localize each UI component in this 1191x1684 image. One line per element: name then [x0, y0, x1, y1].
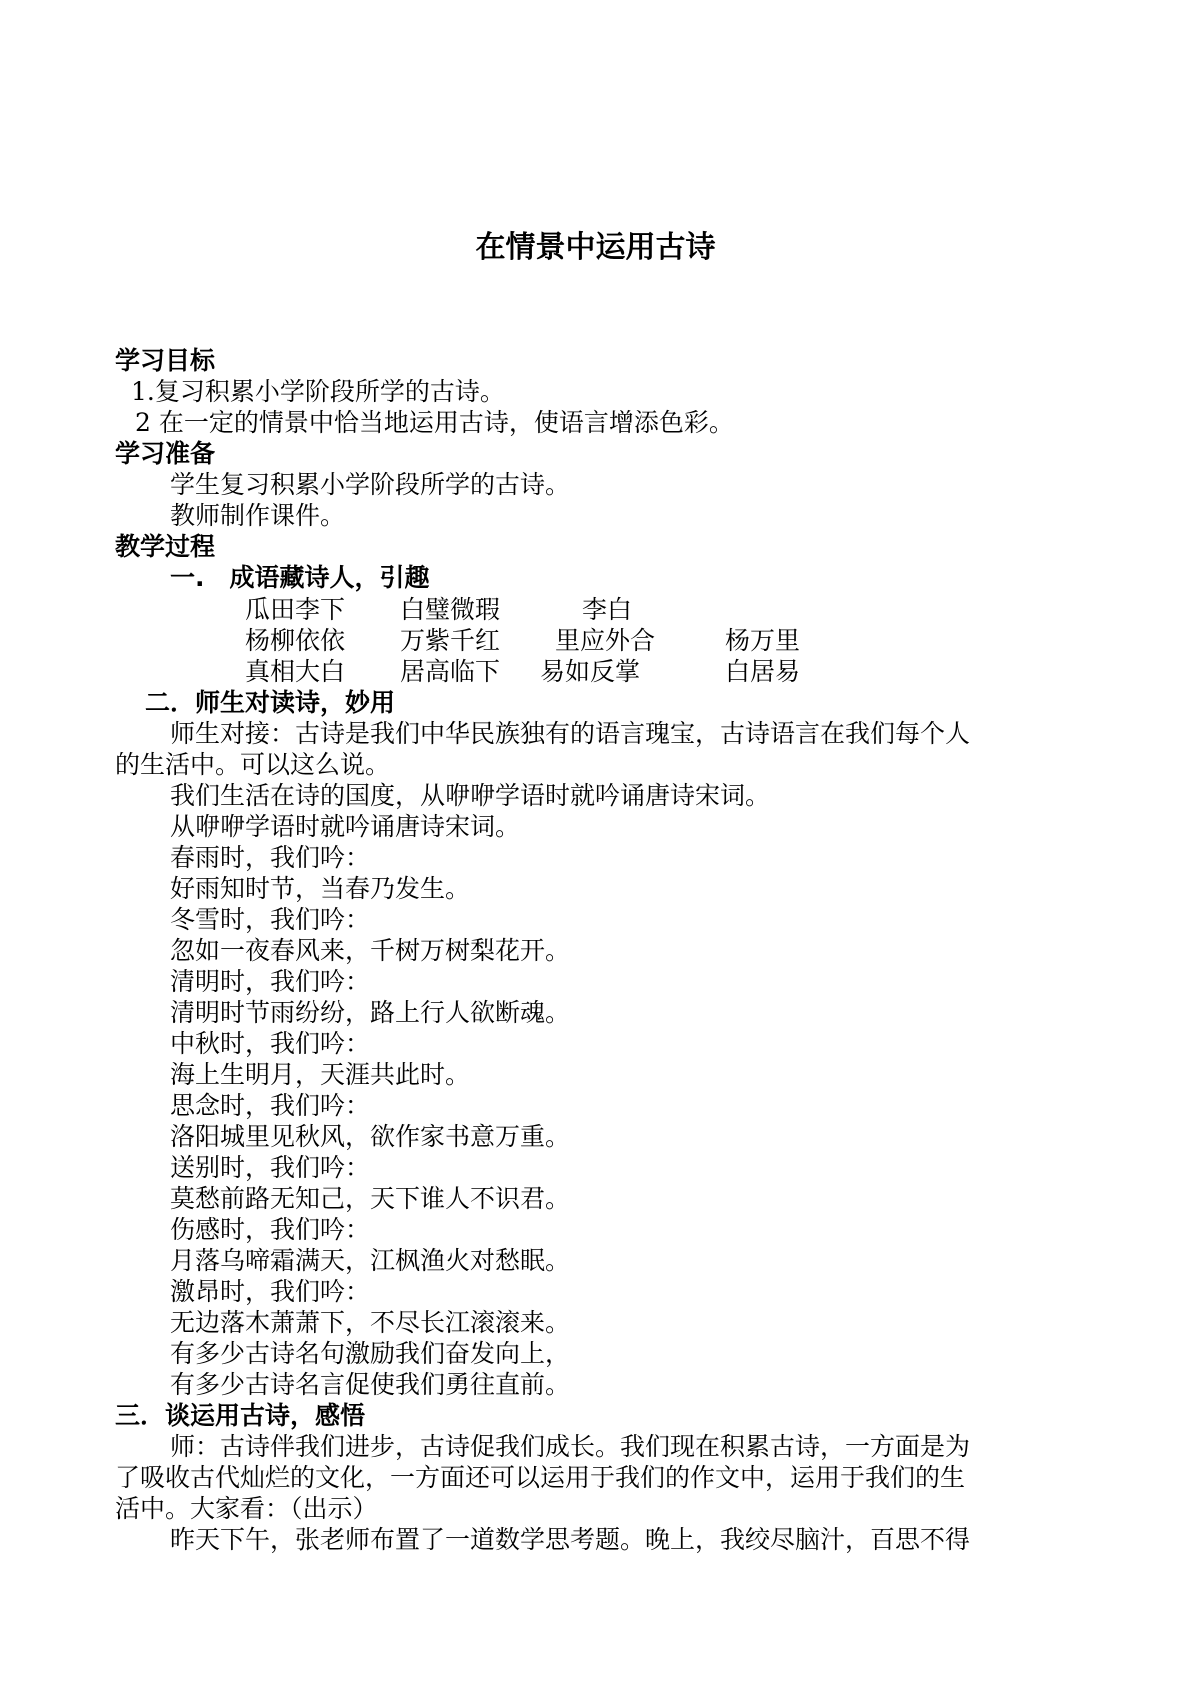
document-title: 在情景中运用古诗 — [475, 230, 716, 265]
document-page: 在情景中运用古诗 学习目标 1.复习积累小学阶段所学的古诗。 2 在一定的情景中恰当地运用古诗，使语言增添色彩。 学习准备 学生复习积累小学阶段所学的古诗。 教师制作课件。 教学过程 一. 成语藏诗人，引趣 瓜田李下 白璧微瑕 李白 杨柳依依 万紫千红 里应外合 杨万里 真相大白 居高临下 易如反掌 白居易 二．师生对读诗，妙用 师生对接：古诗是我们中华民族独有的语言瑰宝，古诗语言在我们每个人 的生活中。可以这么说。 我们生活在诗的国度，从咿咿学语时就吟诵唐诗宋词。 从咿咿学语时就吟诵唐诗宋词。 春雨时，我们吟： 好雨知时节，当春乃发生。 冬雪时，我们吟： 忽如一夜春风来，千树万树梨花开。 清明时，我们吟： 清明时节雨纷纷，路上行人欲断魂。 中秋时，我们吟： 海上生明月，天涯共此时。 思念时，我们吟： 洛阳城里见秋风，欲作家书意万重。 送别时，我们吟： 莫愁前路无知己，天下谁人不识君。 伤感时，我们吟： 月落乌啼霜满天，江枫渔火对愁眠。 激昂时，我们吟： 无边落木萧萧下，不尽长江滚滚来。 有多少古诗名句激励我们奋发向上， 有多少古诗名言促使我们勇往直前。 三．谈运用古诗，感悟 师：古诗伴我们进步，古诗促我们成长。我们现在积累古诗，一方面是为 了吸收古代灿烂的文化，一方面还可以运用于我们的作文中，运用于我们的生 活中。大家看：（出示） 昨天下午，张老师布置了一道数学思考题。晚上，我绞尽脑汁，百思不得 — [0, 0, 1191, 1684]
